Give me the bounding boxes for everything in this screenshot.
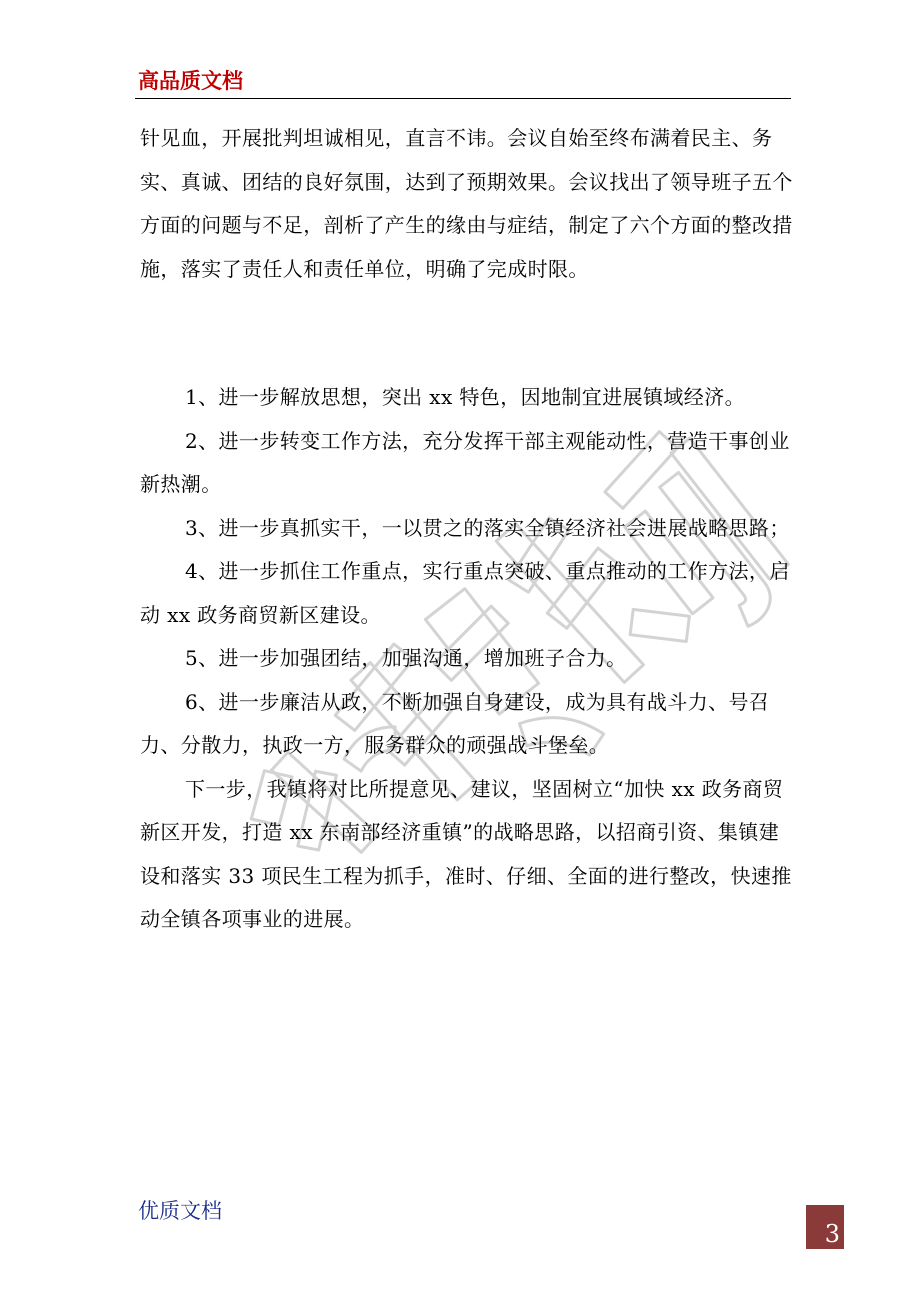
list-item: 3、进一步真抓实干，一以贯之的落实全镇经济社会进展战略思路； [185,515,790,540]
page-number: 3 [824,1220,840,1248]
list-item: 6、进一步廉洁从政，不断加强自身建设，成为具有战斗力、号召力、分散力，执政一方，服务群众的顽强战斗堡垒。 [140,689,770,757]
body-paragraph-continued [140,117,796,291]
list-item: 5、进一步加强团结，加强沟通，增加班子合力。 [185,646,627,670]
list-item: 1、进一步解放思想，突出 xx 特色，因地制宜进展镇域经济。 [185,385,745,409]
closing-paragraph: 下一步，我镇将对比所提意见、建议，坚固树立“加快 xx 政务商贸新区开发，打造 xx 东南部经济重镇”的战略思路，以招商引资、集镇建设和落实 33 项民生工程为抓手，准时、仔细、全面的进行整改，快速推动全镇各项事业的进展。 [140,776,792,931]
header-divider [135,98,791,99]
list-item: 4、进一步抓住工作重点，实行重点突破、重点推动的工作方法，启动 xx 政务商贸新区建设。 [140,559,790,627]
footer-title: 优质文档 [138,1199,222,1223]
header-title: 高品质文档 [138,69,243,93]
measures-list [140,376,796,942]
list-item: 2、进一步转变工作方法，充分发挥干部主观能动性，营造干事创业新热潮。 [140,428,790,496]
paragraph-text: 针见血，开展批判坦诚相见，直言不讳。会议自始至终布满着民主、务实、真诚、团结的良好氛围，达到了预期效果。会议找出了领导班子五个方面的问题与不足，剖析了产生的缘由与症结，制定了六个方面的整改措施，落实了责任人和责任单位，明确了完成时限。 [140,126,793,281]
page-number-badge [806,1205,844,1249]
